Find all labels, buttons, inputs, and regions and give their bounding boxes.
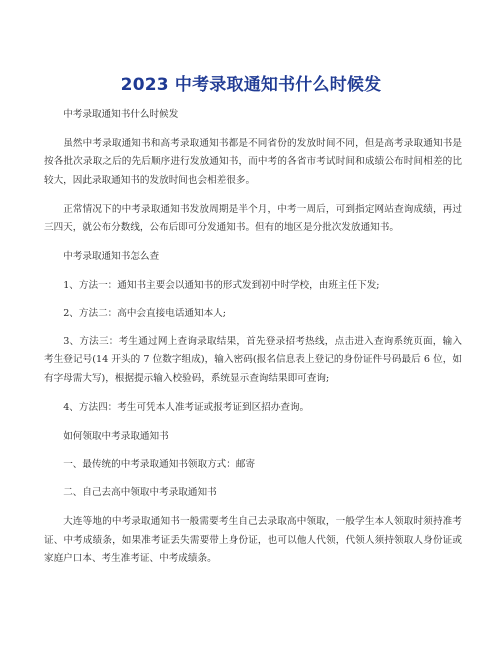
method-one: 1、方法一：通知书主要会以通知书的形式发到初中时学校，由班主任下发; xyxy=(63,279,380,291)
section-heading-how-to-collect: 如何领取中考录取通知书 xyxy=(63,430,169,442)
method-four: 4、方法四：考生可凭本人准考证或报考证到区招办查询。 xyxy=(63,401,310,413)
document-title: 2023 中考录取通知书什么时候发 xyxy=(120,75,382,95)
section-heading-how-to-check: 中考录取通知书怎么查 xyxy=(63,251,160,263)
section-heading-release-time: 中考录取通知书什么时候发 xyxy=(63,109,179,120)
paragraph-release-differences: 虽然中考录取通知书和高考录取通知书都是不同省份的发放时间不同，但是高考录取通知书是按各批次录取之后的先后顺序进行发放通知书，而中考的各省市考试时间和成绩公布时间相差的比较大，因此录取通知书的发放时间也会相差很多。 xyxy=(44,137,462,186)
paragraph-dalian-pickup: 大连等地的中考录取通知书一般需要考生自己去录取高中领取，一般学生本人领取时须持准考证、中考成绩条，如果准考证丢失需要带上身份证，也可以他人代领，代领人须持领取人身份证或家庭户口本、考生准考证、中考成绩条。 xyxy=(44,516,462,565)
collect-option-self-pickup: 二、自己去高中领取中考录取通知书 xyxy=(63,487,217,499)
method-two: 2、方法二：高中会直接电话通知本人; xyxy=(63,307,227,319)
paragraph-release-period: 正常情况下的中考录取通知书发放周期是半个月，中考一周后，可到指定网站查询成绩，再过三四天，就公布分数线，公布后即可分发通知书。但有的地区是分批次发放通知书。 xyxy=(44,203,462,234)
document-body xyxy=(44,106,462,579)
collect-option-mail: 一、最传统的中考录取通知书领取方式：邮寄 xyxy=(63,459,256,471)
method-three: 3、方法三：考生通过网上查询录取结果，首先登录招考热线，点击进入查询系统页面，输入考生登记号(14 开头的 7 位数字组成)，输入密码(报名信息表上登记的身份证件号码最后 6 位，如有字母需大写)，根据提示输入校验码，系统显示查询结果即可查询; xyxy=(44,335,462,385)
